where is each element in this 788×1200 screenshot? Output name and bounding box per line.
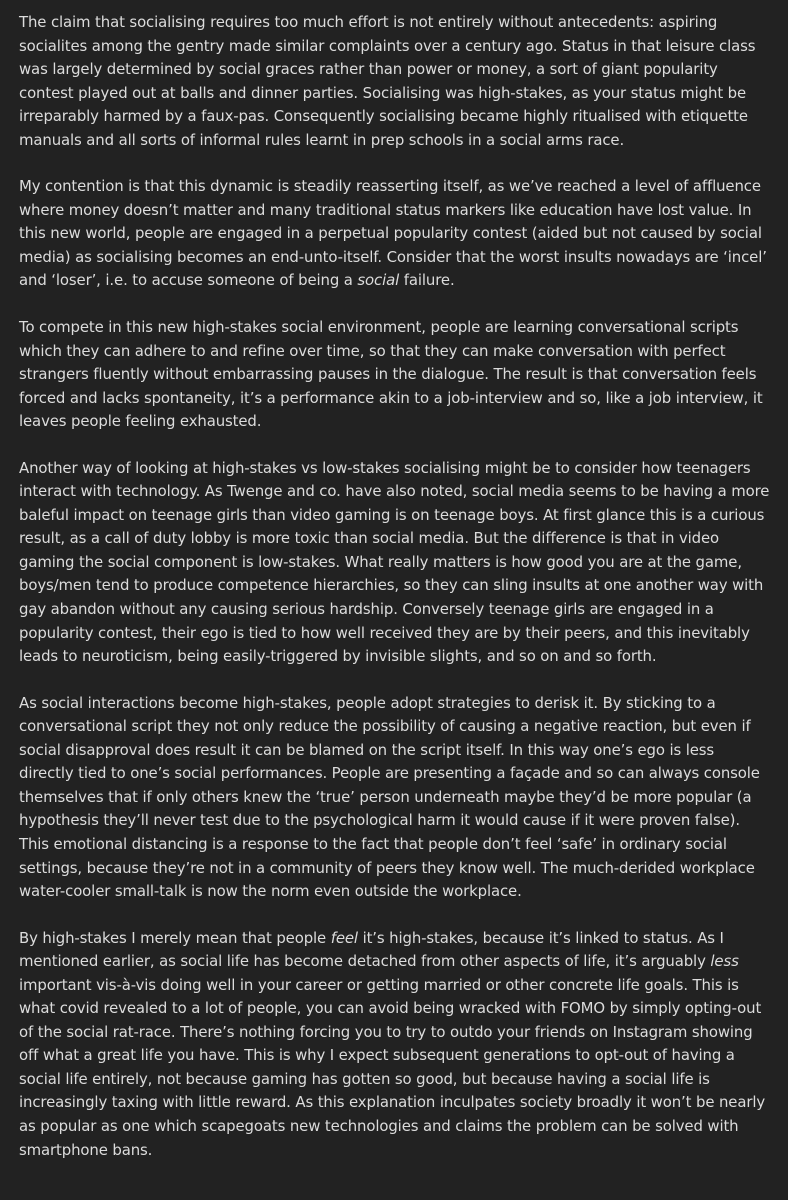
paragraph-6-text-part-3: important vis-à-vis doing well in your career or getting married or other concrete life goals. This is what covid revealed to a lot of people, you can avoid being wracked with FOMO by simply opting-out of the social rat-race. There’s nothing forcing you to try to outdo your friends on Instagram showing off what a great life you have. This is why I expect subsequent generations to opt-out of having a social life entirely, not because gaming has gotten so good, but because having a social life is increasingly taxing with little reward. As this explanation inculpates society broadly it won’t be nearly as popular as one which scapegoats new technologies and claims the problem can be solved with smartphone bans. — [19, 975, 766, 1159]
paragraph-4-text: Another way of looking at high-stakes vs low-stakes socialising might be to consider how teenagers interact with technology. As Twenge and co. have also noted, social media seems to be having a more baleful impact on teenage girls than video gaming is on teenage boys. At first glance this is a curious result, as a call of duty lobby is more toxic than social media. But the difference is that in video gaming the social component is low-stakes. What really matters is how good you are at the game, boys/men tend to produce competence hierarchies, so they can sling insults at one another way with gay abandon without any causing serious hardship. Conversely teenage girls are engaged in a popularity contest, their ego is tied to how well received they are by their peers, and this inevitably leads to neuroticism, being easily-triggered by invisible slights, and so on and so forth. — [19, 458, 770, 666]
paragraph-3-text: To compete in this new high-stakes social environment, people are learning conversational scripts which they can adhere to and refine over time, so that they can make conversation with perfect strangers fluently without embarrassing pauses in the dialogue. The result is that conversation feels forced and lacks spontaneity, it’s a performance akin to a job-interview and so, like a job interview, it leaves people feeling exhausted. — [19, 318, 763, 431]
paragraph-1-text: The claim that socialising requires too much effort is not entirely without antecedents: aspiring socialites among the gentry made similar complaints over a century ago. Status in that leisure class was largely determined by social graces rather than power or money, a sort of giant popularity contest played out at balls and dinner parties. Socialising was high-stakes, as your status might be irreparably harmed by a faux-pas. Consequently socialising became highly ritualised with etiquette manuals and all sorts of informal rules learnt in prep schools in a social arms race. — [19, 13, 756, 149]
paragraph-2-emphasis-social: social — [357, 271, 400, 290]
paragraph-5-text: As social interactions become high-stakes, people adopt strategies to derisk it. By sticking to a conversational script they not only reduce the possibility of causing a negative reaction, but even if social disapproval does result it can be blamed on the script itself. In this way one’s ego is less directly tied to one’s social performances. People are presenting a façade and so can always console themselves that if only others knew the ‘true’ person underneath maybe they’d be more popular (a hypothesis they’ll never test due to the psychological harm it would cause if it were proven false). This emotional distancing is a response to the fact that people don’t feel ‘safe’ in ordinary social settings, because they’re not in a community of peers they know well. The much-derided workplace water-cooler small-talk is now the norm even outside the workplace. — [19, 693, 760, 901]
paragraph-5 — [19, 692, 772, 904]
paragraph-2-text-part-2: failure. — [399, 271, 455, 290]
paragraph-2 — [19, 175, 772, 293]
paragraph-3 — [19, 316, 772, 434]
paragraph-6 — [19, 927, 772, 1162]
paragraph-6-emphasis-feel: feel — [330, 928, 358, 947]
paragraph-4 — [19, 457, 772, 669]
paragraph-2-text-part-1: My contention is that this dynamic is steadily reasserting itself, as we’ve reached a level of affluence where money doesn’t matter and many traditional status markers like education have lost value. In this new world, people are engaged in a perpetual popularity contest (aided but not caused by social media) as socialising becomes an end-unto-itself. Consider that the worst insults nowadays are ‘incel’ and ‘loser’, i.e. to accuse someone of being a — [19, 177, 767, 290]
paragraph-1 — [19, 11, 772, 152]
paragraph-6-text-part-2: it’s high-stakes, because it’s linked to status. As I mentioned earlier, as social life has become detached from other aspects of life, it’s arguably — [19, 928, 724, 971]
paragraph-6-emphasis-less: less — [710, 952, 739, 971]
paragraph-6-text-part-1: By high-stakes I merely mean that people — [19, 928, 331, 947]
